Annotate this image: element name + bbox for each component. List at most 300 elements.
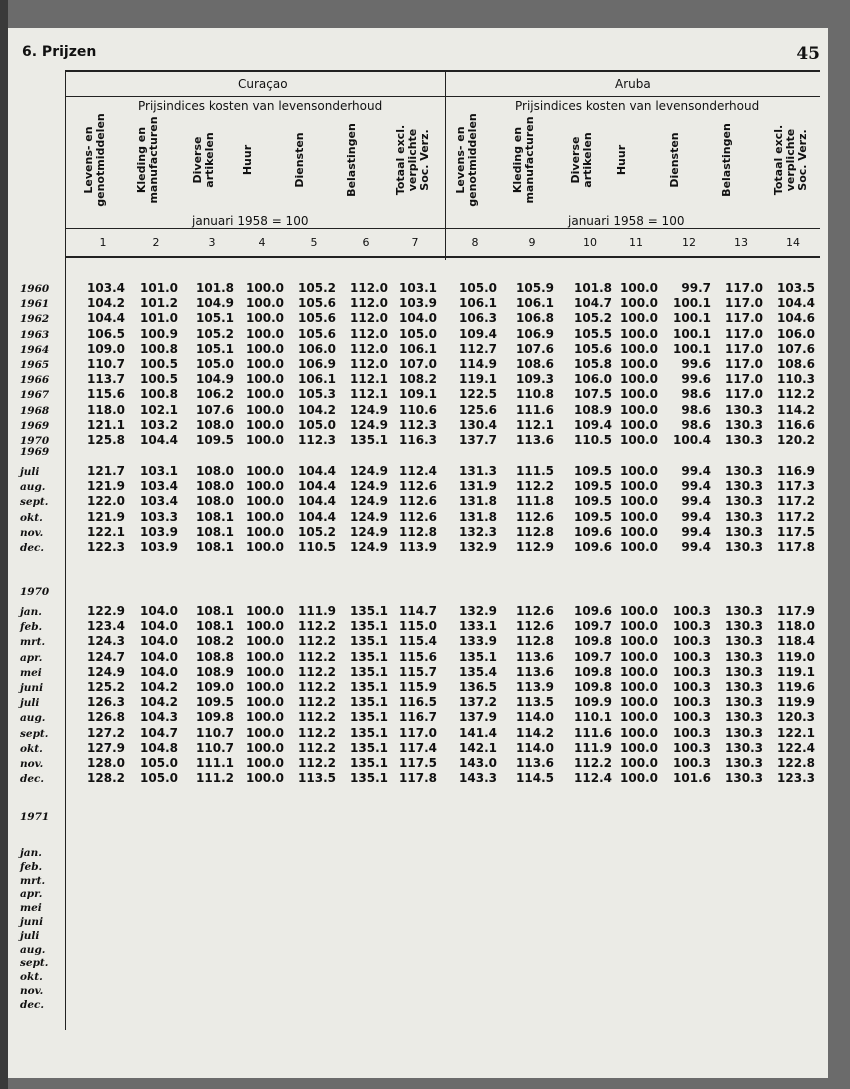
- table-cell: 130.3: [725, 756, 763, 770]
- table-cell: 143.0: [459, 756, 497, 770]
- table-cell: 130.3: [725, 619, 763, 634]
- table-cell: 100.0: [246, 634, 284, 649]
- row-label: 1966: [20, 374, 50, 387]
- table-cell: 112.0: [350, 326, 388, 341]
- table-cell: 130.3: [725, 479, 763, 494]
- row-label: nov.: [20, 985, 44, 997]
- table-cell: 100.0: [246, 540, 284, 554]
- table-cell: 105.6: [574, 341, 612, 356]
- table-cell: 108.6: [777, 357, 815, 371]
- table-cell: 135.1: [350, 634, 388, 649]
- table-cell: 100.8: [140, 341, 178, 356]
- table-cell: 130.3: [725, 494, 763, 509]
- table-cell: 104.4: [298, 479, 336, 494]
- table-cell: 119.1: [777, 664, 815, 679]
- column-header-2: Kleding en manufacturen: [135, 116, 160, 204]
- table-cell: 103.1: [399, 281, 437, 295]
- table-cell: 135.1: [350, 695, 388, 710]
- column-header-10: Diverse artikelen: [569, 132, 594, 188]
- table-cell: 121.9: [87, 509, 125, 524]
- table-cell: 135.1: [350, 619, 388, 634]
- table-cell: 122.9: [87, 604, 125, 618]
- table-cell: 111.6: [574, 725, 612, 740]
- table-cell: 100.0: [246, 695, 284, 710]
- row-label: sept.: [20, 496, 49, 509]
- table-cell: 105.9: [516, 281, 554, 295]
- table-cell: 105.2: [298, 524, 336, 539]
- table-cell: 110.8: [516, 387, 554, 402]
- table-cell: 119.9: [777, 695, 815, 710]
- table-cell: 112.6: [516, 604, 554, 618]
- table-cell: 100.0: [620, 372, 658, 387]
- table-cell: 100.0: [246, 509, 284, 524]
- table-cell: 100.0: [246, 740, 284, 755]
- table-cell: 123.3: [777, 771, 815, 786]
- table-cell: 105.3: [298, 387, 336, 402]
- table-cell: 117.2: [777, 509, 815, 524]
- table-cell: 103.9: [399, 296, 437, 311]
- table-cell: 130.3: [725, 771, 763, 786]
- table-cell: 131.8: [459, 494, 497, 509]
- column-number-4: 4: [258, 236, 266, 249]
- table-cell: 100.3: [673, 604, 711, 618]
- table-cell: 106.0: [777, 326, 815, 341]
- table-cell: 99.4: [681, 524, 711, 539]
- table-cell: 100.1: [673, 296, 711, 311]
- table-cell: 118.0: [87, 402, 125, 417]
- table-cell: 107.5: [574, 387, 612, 402]
- table-cell: 100.0: [246, 372, 284, 387]
- row-label: dec.: [20, 998, 45, 1011]
- table-cell: 135.1: [350, 649, 388, 664]
- table-cell: 101.8: [196, 281, 234, 295]
- table-cell: 106.1: [459, 296, 497, 311]
- row-label: dec.: [20, 773, 45, 786]
- table-cell: 110.1: [574, 710, 612, 725]
- table-cell: 106.0: [574, 372, 612, 387]
- table-cell: 106.9: [298, 357, 336, 371]
- table-cell: 117.8: [399, 771, 437, 786]
- table-cell: 112.2: [298, 664, 336, 679]
- table-cell: 114.2: [516, 725, 554, 740]
- table-cell: 100.3: [673, 756, 711, 770]
- table-cell: 135.1: [350, 680, 388, 694]
- table-cell: 124.9: [350, 479, 388, 494]
- table-cell: 115.4: [399, 634, 437, 649]
- table-cell: 112.9: [516, 540, 554, 554]
- table-cell: 104.0: [140, 649, 178, 664]
- table-cell: 100.0: [620, 357, 658, 371]
- table-cell: 132.3: [459, 524, 497, 539]
- table-cell: 130.3: [725, 402, 763, 417]
- table-cell: 130.3: [725, 604, 763, 618]
- table-cell: 118.0: [777, 619, 815, 634]
- table-cell: 105.6: [298, 311, 336, 326]
- table-cell: 109.5: [574, 479, 612, 494]
- table-cell: 112.7: [459, 341, 497, 356]
- table-cell: 109.1: [399, 387, 437, 402]
- table-cell: 100.0: [246, 771, 284, 786]
- row-label: aug.: [20, 712, 46, 725]
- table-cell: 117.4: [399, 740, 437, 755]
- page-number: 45: [796, 44, 820, 64]
- table-cell: 112.6: [516, 619, 554, 634]
- table-cell: 112.2: [298, 740, 336, 755]
- table-cell: 126.3: [87, 695, 125, 710]
- table-cell: 112.2: [298, 710, 336, 725]
- table-cell: 112.6: [399, 494, 437, 509]
- table-cell: 112.2: [516, 479, 554, 494]
- table-cell: 128.2: [87, 771, 125, 786]
- table-cell: 106.3: [459, 311, 497, 326]
- table-cell: 117.0: [725, 387, 763, 402]
- table-cell: 100.0: [246, 619, 284, 634]
- table-cell: 109.9: [574, 695, 612, 710]
- column-header-11: Huur: [615, 144, 628, 176]
- table-cell: 100.3: [673, 740, 711, 755]
- table-cell: 110.5: [298, 540, 336, 554]
- table-cell: 104.2: [140, 680, 178, 694]
- table-cell: 111.5: [516, 464, 554, 478]
- table-cell: 116.7: [399, 710, 437, 725]
- table-cell: 100.1: [673, 341, 711, 356]
- table-cell: 104.4: [298, 464, 336, 478]
- table-cell: 104.4: [87, 311, 125, 326]
- table-cell: 100.0: [620, 680, 658, 694]
- table-cell: 124.9: [350, 494, 388, 509]
- row-label: 1967: [20, 389, 50, 402]
- table-cell: 135.1: [350, 756, 388, 770]
- table-cell: 109.8: [196, 710, 234, 725]
- column-number-5: 5: [310, 236, 318, 249]
- row-label: apr.: [20, 888, 43, 901]
- table-cell: 121.1: [87, 417, 125, 432]
- table-cell: 100.0: [620, 387, 658, 402]
- table-cell: 127.2: [87, 725, 125, 740]
- table-cell: 109.0: [87, 341, 125, 356]
- table-cell: 107.6: [777, 341, 815, 356]
- table-cell: 100.0: [620, 341, 658, 356]
- table-cell: 141.4: [459, 725, 497, 740]
- table-cell: 117.0: [725, 357, 763, 371]
- table-cell: 108.1: [196, 604, 234, 618]
- table-cell: 124.3: [87, 634, 125, 649]
- table-cell: 100.0: [620, 649, 658, 664]
- table-cell: 112.1: [350, 387, 388, 402]
- table-cell: 107.0: [399, 357, 437, 371]
- table-cell: 105.2: [196, 326, 234, 341]
- table-cell: 100.1: [673, 311, 711, 326]
- table-cell: 118.4: [777, 634, 815, 649]
- row-label: juni: [20, 916, 44, 928]
- table-cell: 100.8: [140, 387, 178, 402]
- section-heading: 1969: [20, 446, 50, 458]
- column-header-7: Totaal excl. verplichte Soc. Verz.: [394, 124, 431, 196]
- table-cell: 109.6: [574, 524, 612, 539]
- table-cell: 109.5: [196, 695, 234, 710]
- table-cell: 100.5: [140, 372, 178, 387]
- table-cell: 115.7: [399, 664, 437, 679]
- table-cell: 105.5: [574, 326, 612, 341]
- table-cell: 106.5: [87, 326, 125, 341]
- table-cell: 130.3: [725, 509, 763, 524]
- table-cell: 99.4: [681, 494, 711, 509]
- table-cell: 100.3: [673, 649, 711, 664]
- table-cell: 109.5: [574, 464, 612, 478]
- table-cell: 111.6: [516, 402, 554, 417]
- row-label: sept.: [20, 727, 49, 740]
- table-cell: 132.9: [459, 540, 497, 554]
- table-cell: 124.9: [350, 524, 388, 539]
- column-number-9: 9: [528, 236, 536, 249]
- table-cell: 103.4: [140, 494, 178, 509]
- table-cell: 105.8: [574, 357, 612, 371]
- table-cell: 99.6: [681, 372, 711, 387]
- subtitle-curacao: Prijsindices kosten van levensonderhoud: [138, 99, 383, 113]
- table-cell: 114.5: [516, 771, 554, 786]
- table-cell: 100.3: [673, 619, 711, 634]
- subtitle-aruba: Prijsindices kosten van levensonderhoud: [515, 99, 760, 113]
- column-header-14: Totaal excl. verplichte Soc. Verz.: [772, 124, 809, 196]
- table-cell: 104.2: [87, 296, 125, 311]
- table-cell: 112.8: [516, 634, 554, 649]
- table-cell: 111.9: [574, 740, 612, 755]
- table-cell: 130.3: [725, 634, 763, 649]
- table-cell: 109.8: [574, 634, 612, 649]
- table-cell: 114.0: [516, 710, 554, 725]
- table-cell: 100.5: [140, 357, 178, 371]
- table-cell: 121.9: [87, 479, 125, 494]
- table-cell: 117.3: [777, 479, 815, 494]
- table-cell: 108.0: [196, 417, 234, 432]
- table-cell: 108.1: [196, 540, 234, 554]
- row-label: 1970: [20, 435, 50, 447]
- row-label: juli: [20, 697, 40, 710]
- table-cell: 124.9: [350, 464, 388, 478]
- table-cell: 131.3: [459, 464, 497, 478]
- table-cell: 100.3: [673, 695, 711, 710]
- table-cell: 113.9: [399, 540, 437, 554]
- section-title: 6. Prijzen: [22, 44, 97, 60]
- table-cell: 100.0: [246, 433, 284, 447]
- table-cell: 108.0: [196, 494, 234, 509]
- bleed-through-text: [10, 820, 825, 1030]
- table-cell: 119.1: [459, 372, 497, 387]
- table-cell: 104.0: [140, 664, 178, 679]
- table-cell: 105.0: [196, 357, 234, 371]
- table-cell: 130.3: [725, 524, 763, 539]
- table-cell: 98.6: [681, 417, 711, 432]
- table-cell: 121.7: [87, 464, 125, 478]
- table-cell: 100.0: [620, 524, 658, 539]
- table-cell: 125.8: [87, 433, 125, 447]
- column-number-2: 2: [152, 236, 160, 249]
- column-number-6: 6: [362, 236, 370, 249]
- table-cell: 108.2: [196, 634, 234, 649]
- row-label: jan.: [20, 847, 42, 859]
- table-cell: 100.0: [246, 281, 284, 295]
- table-cell: 104.0: [140, 634, 178, 649]
- table-cell: 104.9: [196, 372, 234, 387]
- row-label: 1961: [20, 298, 50, 311]
- table-cell: 135.1: [350, 710, 388, 725]
- table-cell: 130.3: [725, 680, 763, 694]
- table-cell: 130.3: [725, 433, 763, 447]
- table-cell: 104.6: [777, 311, 815, 326]
- table-cell: 110.3: [777, 372, 815, 387]
- table-cell: 104.8: [140, 740, 178, 755]
- table-cell: 103.9: [140, 524, 178, 539]
- table-cell: 108.6: [516, 357, 554, 371]
- table-cell: 130.3: [725, 695, 763, 710]
- row-label: okt.: [20, 511, 43, 524]
- table-cell: 98.6: [681, 402, 711, 417]
- table-cell: 100.0: [620, 710, 658, 725]
- column-header-8: Levens- en genotmiddelen: [454, 113, 479, 207]
- table-cell: 103.4: [140, 479, 178, 494]
- table-cell: 112.2: [777, 387, 815, 402]
- table-cell: 105.0: [140, 771, 178, 786]
- table-cell: 105.0: [459, 281, 497, 295]
- row-label: mrt.: [20, 874, 46, 887]
- row-label: okt.: [20, 742, 43, 755]
- table-cell: 124.7: [87, 649, 125, 664]
- row-label: feb.: [20, 860, 43, 873]
- table-cell: 104.4: [298, 509, 336, 524]
- table-cell: 112.6: [516, 509, 554, 524]
- table-cell: 124.9: [350, 417, 388, 432]
- table-cell: 100.0: [620, 281, 658, 295]
- table-cell: 103.5: [777, 281, 815, 295]
- column-number-3: 3: [208, 236, 216, 249]
- table-cell: 117.0: [725, 281, 763, 295]
- table-cell: 101.8: [574, 281, 612, 295]
- column-header-4: Huur: [241, 144, 254, 176]
- table-cell: 100.0: [246, 479, 284, 494]
- table-cell: 104.9: [196, 296, 234, 311]
- row-label: juli: [20, 929, 40, 942]
- table-cell: 127.9: [87, 740, 125, 755]
- section-heading: 1971: [20, 811, 50, 823]
- table-cell: 100.0: [246, 604, 284, 618]
- row-label: 1962: [20, 313, 50, 326]
- table-cell: 101.6: [673, 771, 711, 786]
- table-cell: 100.0: [246, 357, 284, 371]
- table-cell: 125.6: [459, 402, 497, 417]
- table-cell: 135.4: [459, 664, 497, 679]
- table-cell: 116.5: [399, 695, 437, 710]
- table-cell: 112.0: [350, 311, 388, 326]
- row-label: dec.: [20, 542, 45, 554]
- table-cell: 100.0: [620, 311, 658, 326]
- table-cell: 142.1: [459, 740, 497, 755]
- table-cell: 109.0: [196, 680, 234, 694]
- table-cell: 99.7: [681, 281, 711, 295]
- table-cell: 110.7: [196, 725, 234, 740]
- table-cell: 117.0: [725, 311, 763, 326]
- table-cell: 109.8: [574, 680, 612, 694]
- table-cell: 112.4: [399, 464, 437, 478]
- table-cell: 103.2: [140, 417, 178, 432]
- table-cell: 100.0: [246, 341, 284, 356]
- table-cell: 130.3: [725, 464, 763, 478]
- table-cell: 105.6: [298, 326, 336, 341]
- table-cell: 104.3: [140, 710, 178, 725]
- table-cell: 100.0: [620, 664, 658, 679]
- table-cell: 114.7: [399, 604, 437, 618]
- table-cell: 99.6: [681, 357, 711, 371]
- table-cell: 108.1: [196, 619, 234, 634]
- table-cell: 105.0: [140, 756, 178, 770]
- row-label: 1969: [20, 419, 50, 432]
- table-cell: 104.4: [777, 296, 815, 311]
- table-cell: 98.6: [681, 387, 711, 402]
- table-cell: 112.1: [516, 417, 554, 432]
- table-cell: 131.9: [459, 479, 497, 494]
- row-label: apr.: [20, 651, 43, 664]
- table-cell: 117.0: [725, 326, 763, 341]
- table-cell: 119.6: [777, 680, 815, 694]
- table-cell: 133.1: [459, 619, 497, 634]
- table-cell: 112.4: [574, 771, 612, 786]
- table-cell: 117.8: [777, 540, 815, 554]
- page-binding-edge: [0, 0, 8, 1089]
- table-cell: 111.8: [516, 494, 554, 509]
- table-cell: 117.2: [777, 494, 815, 509]
- table-cell: 110.6: [399, 402, 437, 417]
- table-cell: 130.3: [725, 710, 763, 725]
- section-heading: 1970: [20, 586, 50, 598]
- table-cell: 137.7: [459, 433, 497, 447]
- table-cell: 100.0: [620, 479, 658, 494]
- table-cell: 133.9: [459, 634, 497, 649]
- table-cell: 117.9: [777, 604, 815, 618]
- table-cell: 112.2: [298, 756, 336, 770]
- table-cell: 100.0: [620, 494, 658, 509]
- table-cell: 100.0: [246, 464, 284, 478]
- table-cell: 104.7: [140, 725, 178, 740]
- table-cell: 110.7: [196, 740, 234, 755]
- column-header-5: Diensten: [293, 132, 306, 188]
- table-cell: 135.1: [350, 725, 388, 740]
- table-cell: 106.1: [516, 296, 554, 311]
- table-cell: 104.0: [399, 311, 437, 326]
- row-label: feb.: [20, 621, 43, 634]
- column-number-14: 14: [786, 236, 800, 249]
- column-number-7: 7: [411, 236, 419, 249]
- table-cell: 108.0: [196, 464, 234, 478]
- table-cell: 108.1: [196, 524, 234, 539]
- table-cell: 106.0: [298, 341, 336, 356]
- table-cell: 122.4: [777, 740, 815, 755]
- table-cell: 114.0: [516, 740, 554, 755]
- table-cell: 120.3: [777, 710, 815, 725]
- row-label: 1960: [20, 283, 50, 295]
- table-cell: 123.4: [87, 619, 125, 634]
- table-cell: 113.9: [516, 680, 554, 694]
- table-cell: 99.4: [681, 509, 711, 524]
- table-cell: 112.6: [399, 509, 437, 524]
- table-cell: 100.0: [620, 296, 658, 311]
- table-cell: 136.5: [459, 680, 497, 694]
- basis-curacao: januari 1958 = 100: [192, 214, 309, 228]
- table-cell: 112.3: [298, 433, 336, 447]
- table-cell: 135.1: [350, 433, 388, 447]
- table-cell: 100.0: [620, 509, 658, 524]
- table-cell: 114.9: [459, 357, 497, 371]
- column-number-8: 8: [471, 236, 479, 249]
- table-cell: 117.0: [725, 296, 763, 311]
